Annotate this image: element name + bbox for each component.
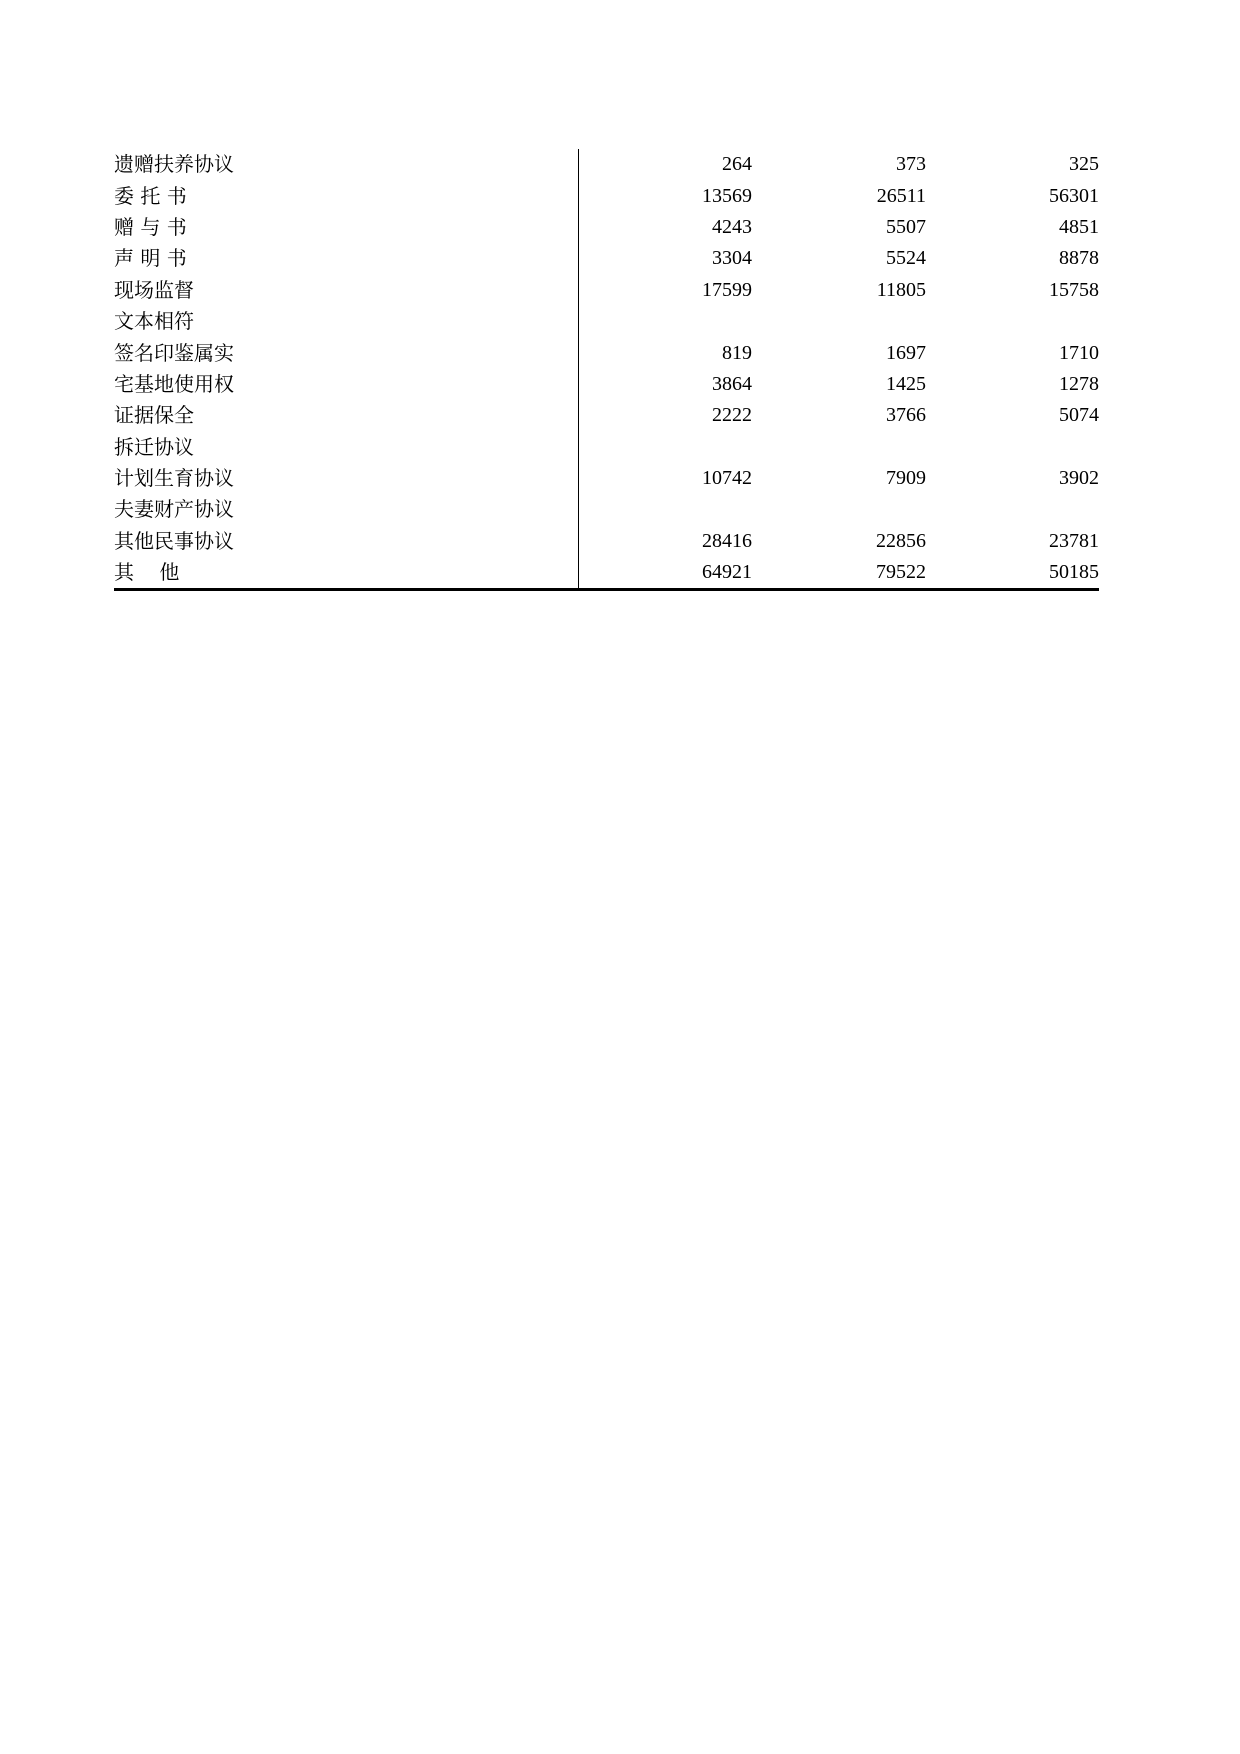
row-value-col2 bbox=[752, 306, 926, 337]
row-value-col2 bbox=[752, 494, 926, 525]
table-row bbox=[114, 494, 1099, 525]
statistics-table-container bbox=[114, 149, 1099, 591]
row-value-col3: 56301 bbox=[1049, 184, 1099, 207]
row-label: 宅基地使用权 bbox=[114, 369, 578, 400]
row-value-col2: 1425 bbox=[886, 372, 926, 395]
table-row bbox=[114, 337, 1099, 368]
row-value-col1 bbox=[578, 432, 752, 463]
table-row bbox=[114, 275, 1099, 306]
row-value-col3: 3902 bbox=[1059, 467, 1099, 490]
row-value-col2 bbox=[752, 432, 926, 463]
row-value-col1: 10742 bbox=[702, 467, 752, 490]
row-label: 现场监督 bbox=[114, 275, 578, 306]
row-value-col3: 4851 bbox=[1059, 215, 1099, 238]
row-value-col1: 2222 bbox=[712, 404, 752, 427]
table-row bbox=[114, 243, 1099, 274]
row-value-col2: 7909 bbox=[886, 467, 926, 490]
row-label: 委 托 书 bbox=[114, 180, 578, 211]
row-label: 遗赠扶养协议 bbox=[114, 149, 578, 180]
row-label: 赠 与 书 bbox=[114, 212, 578, 243]
table-row bbox=[114, 400, 1099, 431]
row-value-col1: 264 bbox=[722, 153, 752, 176]
row-value-col1: 28416 bbox=[702, 529, 752, 552]
row-value-col3: 15758 bbox=[1049, 278, 1099, 301]
row-value-col1: 4243 bbox=[712, 215, 752, 238]
table-row bbox=[114, 557, 1099, 590]
table-row bbox=[114, 149, 1099, 180]
row-value-col1: 819 bbox=[722, 341, 752, 364]
table-row bbox=[114, 432, 1099, 463]
row-value-col1: 3304 bbox=[712, 247, 752, 270]
row-value-col1: 64921 bbox=[578, 557, 752, 590]
row-value-col1 bbox=[578, 494, 752, 525]
row-value-col2: 3766 bbox=[886, 404, 926, 427]
row-value-col3: 5074 bbox=[1059, 404, 1099, 427]
row-value-col2: 22856 bbox=[876, 529, 926, 552]
table-row bbox=[114, 212, 1099, 243]
row-label: 其 他 bbox=[114, 557, 578, 590]
row-value-col3: 1278 bbox=[1059, 372, 1099, 395]
row-value-col3 bbox=[926, 306, 1099, 337]
row-label: 证据保全 bbox=[114, 400, 578, 431]
row-value-col3: 325 bbox=[1069, 153, 1099, 176]
row-value-col3 bbox=[926, 494, 1099, 525]
row-value-col2: 373 bbox=[896, 153, 926, 176]
row-value-col1: 3864 bbox=[712, 372, 752, 395]
row-label: 声 明 书 bbox=[114, 243, 578, 274]
row-value-col3: 8878 bbox=[1059, 247, 1099, 270]
row-value-col2: 79522 bbox=[752, 557, 926, 590]
row-value-col1: 13569 bbox=[702, 184, 752, 207]
table-row bbox=[114, 463, 1099, 494]
row-label: 文本相符 bbox=[114, 306, 578, 337]
row-label: 夫妻财产协议 bbox=[114, 494, 578, 525]
row-label: 拆迁协议 bbox=[114, 432, 578, 463]
row-label: 计划生育协议 bbox=[114, 463, 578, 494]
row-value-col1 bbox=[578, 306, 752, 337]
row-value-col2: 5524 bbox=[886, 247, 926, 270]
table-row bbox=[114, 526, 1099, 557]
row-value-col3: 23781 bbox=[1049, 529, 1099, 552]
row-value-col3 bbox=[926, 432, 1099, 463]
row-value-col2: 11805 bbox=[876, 278, 926, 301]
statistics-table bbox=[114, 149, 1099, 591]
row-value-col1: 17599 bbox=[702, 278, 752, 301]
row-label: 签名印鉴属实 bbox=[114, 337, 578, 368]
table-row bbox=[114, 306, 1099, 337]
row-value-col3: 50185 bbox=[926, 557, 1099, 590]
table-row bbox=[114, 180, 1099, 211]
row-value-col2: 5507 bbox=[886, 215, 926, 238]
row-value-col2: 1697 bbox=[886, 341, 926, 364]
row-value-col3: 1710 bbox=[1059, 341, 1099, 364]
table-row bbox=[114, 369, 1099, 400]
row-value-col2: 26511 bbox=[876, 184, 926, 207]
row-label: 其他民事协议 bbox=[114, 526, 578, 557]
